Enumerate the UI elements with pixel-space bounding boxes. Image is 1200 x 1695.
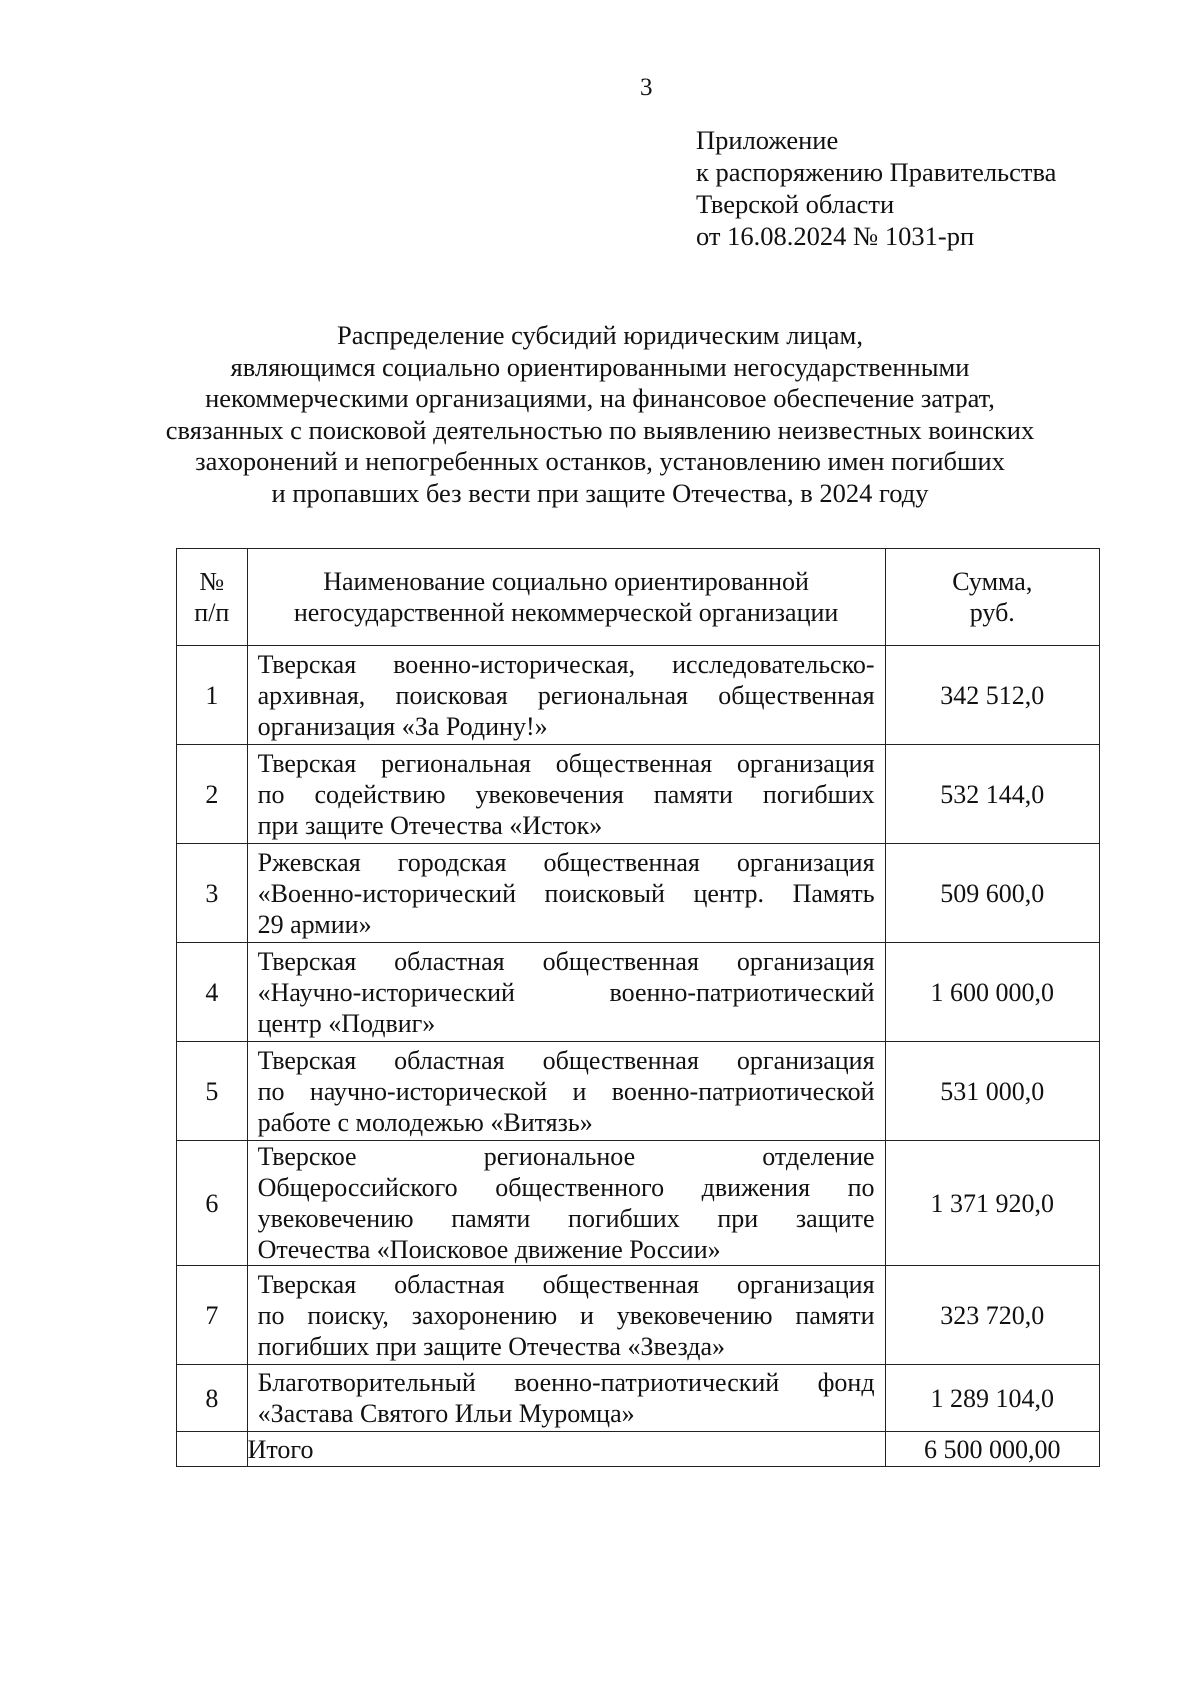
row-organization-name — [247, 844, 885, 943]
appendix-line: к распоряжению Правительства — [696, 157, 1057, 187]
name-line: центр «Подвиг» — [257, 1008, 436, 1038]
table-total-row — [177, 1432, 1100, 1467]
row-sum: 531 000,0 — [885, 1042, 1099, 1141]
table-row — [177, 646, 1100, 745]
name-line: «Научно-исторический военно-патриотический — [257, 977, 875, 1007]
row-organization-name — [247, 1042, 885, 1141]
header-number-line: п/п — [194, 598, 230, 627]
appendix-block — [696, 124, 1056, 252]
total-number-cell — [177, 1432, 248, 1467]
table-row — [177, 844, 1100, 943]
title-line: связанных с поисковой деятельностью по выявлению неизвестных воинских — [165, 414, 1035, 445]
appendix-line: Приложение — [696, 125, 839, 155]
name-line: Отечества «Поисковое движение России» — [257, 1235, 721, 1264]
row-number: 2 — [177, 745, 248, 844]
name-line: Тверское региональное отделение — [257, 1142, 875, 1171]
name-line: 29 армии» — [257, 909, 372, 939]
row-sum: 1 371 920,0 — [885, 1141, 1099, 1266]
row-number: 3 — [177, 844, 248, 943]
name-line: Тверская областная общественная организация — [257, 1045, 875, 1075]
name-line: Тверская областная общественная организация — [257, 1269, 875, 1299]
row-number: 8 — [177, 1365, 248, 1432]
title-line: являющимся социально ориентированными негосударственными — [230, 351, 970, 382]
name-line: Тверская региональная общественная организация — [257, 748, 875, 778]
header-sum — [885, 549, 1099, 646]
row-organization-name — [247, 1141, 885, 1266]
name-line: «Застава Святого Ильи Муромца» — [257, 1399, 635, 1428]
header-sum-line: руб. — [969, 598, 1015, 627]
table-row — [177, 1141, 1100, 1266]
header-name-line: Наименование социально ориентированной — [323, 567, 809, 596]
header-number-line: № — [199, 567, 225, 596]
table-row — [177, 1365, 1100, 1432]
name-line: Ржевская городская общественная организация — [257, 847, 875, 877]
table-header-row — [177, 549, 1100, 646]
name-line: при защите Отечества «Исток» — [257, 810, 603, 840]
row-number: 4 — [177, 943, 248, 1042]
header-name-line: негосударственной некоммерческой организации — [293, 598, 839, 627]
row-sum: 323 720,0 — [885, 1266, 1099, 1365]
total-sum: 6 500 000,00 — [885, 1432, 1099, 1467]
row-number: 7 — [177, 1266, 248, 1365]
table-row — [177, 943, 1100, 1042]
row-number: 1 — [177, 646, 248, 745]
title-line: Распределение субсидий юридическим лицам, — [337, 320, 863, 350]
distribution-table — [176, 548, 1100, 1467]
name-line: «Военно-исторический поисковый центр. Память — [257, 878, 875, 908]
table-row — [177, 1266, 1100, 1365]
row-organization-name — [247, 646, 885, 745]
document-title — [150, 320, 1050, 509]
row-sum: 509 600,0 — [885, 844, 1099, 943]
row-sum: 1 289 104,0 — [885, 1365, 1099, 1432]
name-line: Тверская областная общественная организация — [257, 946, 875, 976]
table-row — [177, 745, 1100, 844]
name-line: по научно-исторической и военно-патриотической — [257, 1076, 875, 1106]
title-line: захоронений и непогребенных останков, установлению имен погибших — [195, 446, 1005, 476]
name-line: по содействию увековечения памяти погибших — [257, 779, 875, 809]
total-label: Итого — [247, 1432, 885, 1467]
name-line: Благотворительный военно-патриотический фонд — [257, 1368, 875, 1397]
table-row — [177, 1042, 1100, 1141]
name-line: Тверская военно-историческая, исследовательско- — [257, 649, 875, 679]
name-line: организация «За Родину!» — [257, 711, 548, 741]
page-number: 3 — [640, 74, 653, 101]
row-sum: 342 512,0 — [885, 646, 1099, 745]
header-number — [177, 549, 248, 646]
row-organization-name — [247, 943, 885, 1042]
row-number: 5 — [177, 1042, 248, 1141]
header-sum-line: Сумма, — [952, 567, 1033, 596]
title-line: некоммерческими организациями, на финансовое обеспечение затрат, — [205, 383, 995, 413]
row-organization-name — [247, 745, 885, 844]
name-line: увековечению памяти погибших при защите — [257, 1204, 875, 1233]
name-line: работе с молодежью «Витязь» — [257, 1107, 593, 1137]
name-line: по поиску, захоронению и увековечению памяти — [257, 1300, 875, 1330]
row-sum: 532 144,0 — [885, 745, 1099, 844]
title-line: и пропавших без вести при защите Отечества, в 2024 году — [271, 477, 929, 508]
name-line: архивная, поисковая региональная общественная — [257, 680, 875, 710]
name-line: Общероссийского общественного движения по — [257, 1173, 875, 1202]
header-organization-name — [247, 549, 885, 646]
appendix-line: Тверской области — [696, 189, 895, 219]
row-organization-name — [247, 1266, 885, 1365]
name-line: погибших при защите Отечества «Звезда» — [257, 1331, 726, 1361]
appendix-line: от 16.08.2024 № 1031-рп — [696, 221, 975, 251]
row-organization-name — [247, 1365, 885, 1432]
row-sum: 1 600 000,0 — [885, 943, 1099, 1042]
row-number: 6 — [177, 1141, 248, 1266]
